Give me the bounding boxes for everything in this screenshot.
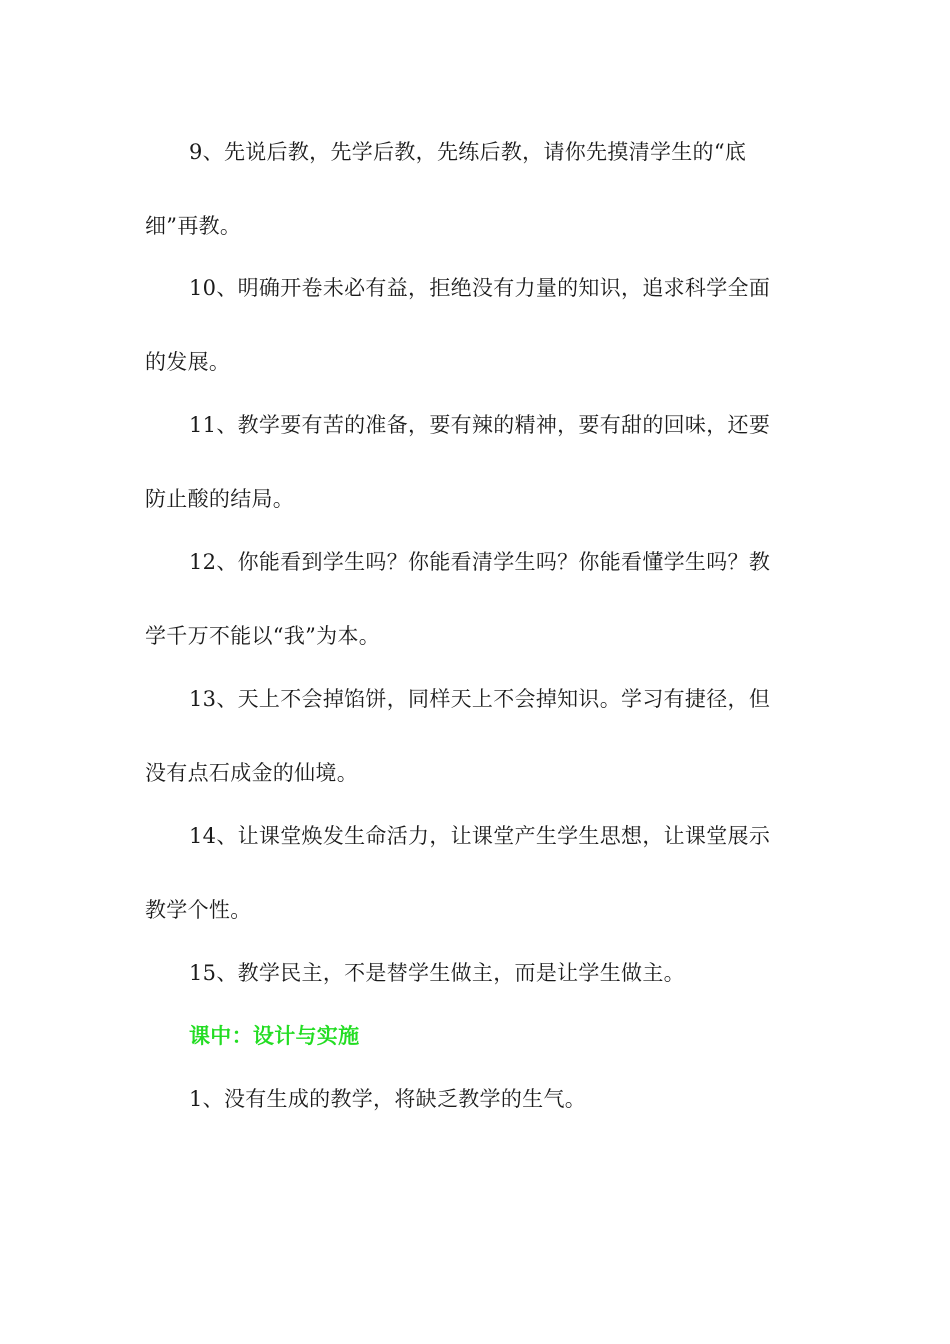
item-11-line-1: 11、教学要有苦的准备，要有辣的精神，要有甜的回味，还要	[189, 413, 771, 437]
item-10-line-1: 10、明确开卷未必有益，拒绝没有力量的知识，追求科学全面	[189, 276, 771, 300]
item-12-line-2: 学千万不能以“我”为本。	[145, 624, 381, 648]
item-13-line-2: 没有点石成金的仙境。	[145, 761, 358, 785]
item-10-line-2: 的发展。	[145, 350, 231, 374]
item-9-line-1: 9、先说后教，先学后教，先练后教，请你先摸清学生的“底	[189, 140, 747, 164]
section-item-1: 1、没有生成的教学，将缺乏教学的生气。	[189, 1087, 587, 1111]
section-heading: 课中：设计与实施	[189, 1024, 360, 1048]
item-14-line-2: 教学个性。	[145, 898, 252, 922]
item-14-line-1: 14、让课堂焕发生命活力，让课堂产生学生思想，让课堂展示	[189, 824, 771, 848]
item-15-line-1: 15、教学民主，不是替学生做主，而是让学生做主。	[189, 961, 685, 985]
item-13-line-1: 13、天上不会掉馅饼，同样天上不会掉知识。学习有捷径，但	[189, 687, 771, 711]
item-11-line-2: 防止酸的结局。	[145, 487, 295, 511]
item-12-line-1: 12、你能看到学生吗？你能看清学生吗？你能看懂学生吗？教	[189, 550, 771, 574]
item-9-line-2: 细”再教。	[145, 214, 242, 238]
